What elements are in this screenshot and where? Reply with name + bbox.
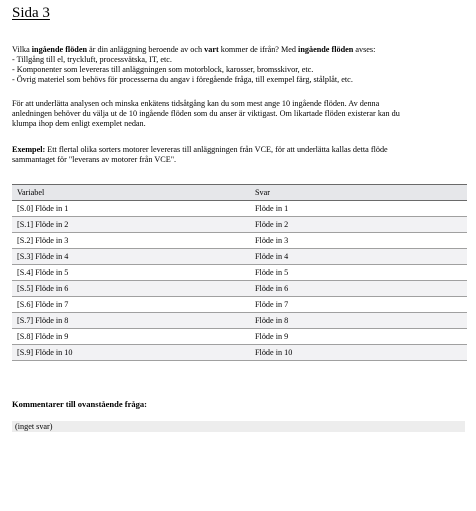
question-emphasis: ingående flöden: [298, 45, 354, 54]
question-fragment: Vilka: [12, 45, 32, 54]
paragraph-line: anledningen behöver du välja ut de 10 ingående flöden som du anser är viktigast. Om likartade flöden existerar kan du: [12, 109, 400, 118]
answer-cell: Flöde in 2: [250, 217, 467, 233]
bullet-item: - Komponenter som levereras till anläggningen som motorblock, karosser, bromsskivor, etc.: [12, 65, 314, 74]
answer-cell: Flöde in 5: [250, 265, 467, 281]
answer-cell: Flöde in 9: [250, 329, 467, 345]
answer-cell: Flöde in 4: [250, 249, 467, 265]
answer-cell: Flöde in 7: [250, 297, 467, 313]
table-row: [12, 249, 467, 265]
column-header-answer: Svar: [250, 185, 467, 201]
answer-cell: Flöde in 1: [250, 201, 467, 217]
table-row: [12, 313, 467, 329]
page-title: Sida 3: [12, 5, 50, 21]
paragraph-line: klumpa ihop dem enligt exemplet nedan.: [12, 119, 146, 128]
variable-cell: [S.9] Flöde in 10: [12, 345, 250, 361]
paragraph-line: För att underlätta analysen och minska enkätens tidsåtgång kan du som mest ange 10 ingående flöden. Av denna: [12, 99, 380, 108]
example-label: Exempel:: [12, 145, 46, 154]
question-fragment: är din anläggning beroende av och: [87, 45, 205, 54]
answer-cell: Flöde in 3: [250, 233, 467, 249]
question-line: [12, 45, 467, 55]
answer-cell: Flöde in 6: [250, 281, 467, 297]
instructions-paragraph: [12, 99, 467, 129]
answers-table: [12, 184, 467, 361]
variable-cell: [S.1] Flöde in 2: [12, 217, 250, 233]
variable-cell: [S.3] Flöde in 4: [12, 249, 250, 265]
column-header-variable: Variabel: [12, 185, 250, 201]
example-line: [12, 145, 467, 155]
table-row: [12, 281, 467, 297]
variable-cell: [S.5] Flöde in 6: [12, 281, 250, 297]
variable-cell: [S.0] Flöde in 1: [12, 201, 250, 217]
comment-answer: (inget svar): [12, 421, 465, 432]
variable-cell: [S.6] Flöde in 7: [12, 297, 250, 313]
table-row: [12, 233, 467, 249]
table-row: [12, 345, 467, 361]
question-emphasis: vart: [204, 45, 219, 54]
table-row: [12, 297, 467, 313]
table-row: [12, 201, 467, 217]
table-row: [12, 265, 467, 281]
variable-cell: [S.7] Flöde in 8: [12, 313, 250, 329]
table-row: [12, 217, 467, 233]
bullet-item: - Övrig materiel som behövs för processerna du angav i föregående fråga, till exempel färg, stålplåt, etc.: [12, 75, 353, 84]
answer-cell: Flöde in 10: [250, 345, 467, 361]
example-text: Ett flertal olika sorters motorer levereras till anläggningen från VCE, för att underlätta kallas detta flöde: [45, 145, 388, 154]
bullet-item: - Tillgång till el, tryckluft, processvätska, IT, etc.: [12, 55, 172, 64]
question-fragment: kommer de ifrån? Med: [218, 45, 299, 54]
variable-cell: [S.8] Flöde in 9: [12, 329, 250, 345]
question-text: [12, 45, 467, 85]
example-paragraph: [12, 145, 467, 165]
answer-cell: Flöde in 8: [250, 313, 467, 329]
variable-cell: [S.4] Flöde in 5: [12, 265, 250, 281]
table-header-row: [12, 185, 467, 201]
variable-cell: [S.2] Flöde in 3: [12, 233, 250, 249]
example-line: sammantaget för "leverans av motorer från VCE".: [12, 155, 177, 164]
question-fragment: avses:: [353, 45, 376, 54]
question-emphasis: ingående flöden: [31, 45, 88, 54]
table-row: [12, 329, 467, 345]
comment-heading: Kommentarer till ovanstående fråga:: [12, 399, 147, 409]
